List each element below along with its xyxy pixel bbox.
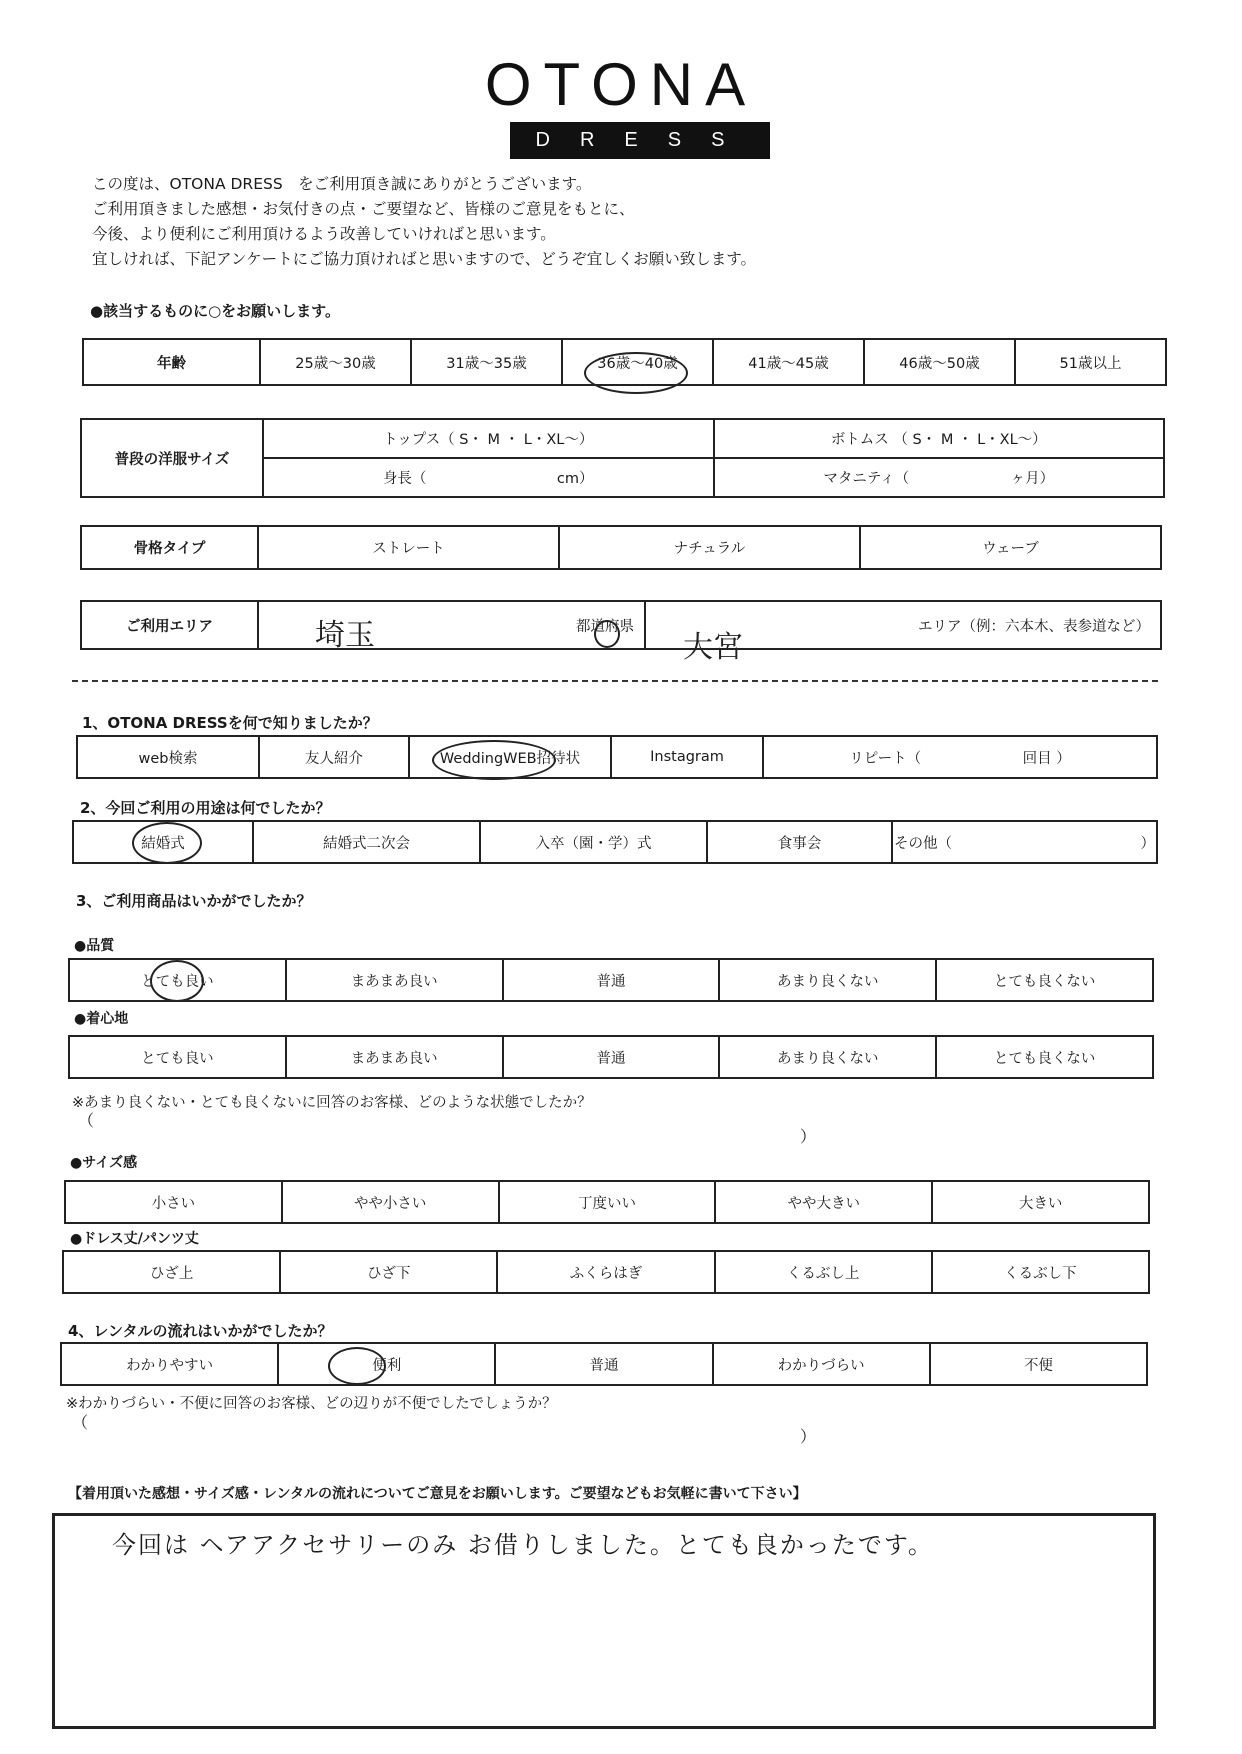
quality-option[interactable]: あまり良くない (719, 959, 936, 1001)
comfort-option[interactable]: あまり良くない (719, 1036, 936, 1078)
selection-circle (132, 822, 202, 864)
age-label: 年齢 (83, 339, 260, 385)
q2-option[interactable]: 入卒（園・学）式 (480, 821, 707, 863)
quality-option[interactable]: 普通 (503, 959, 720, 1001)
size-table (80, 418, 1165, 498)
paren-close: ） (800, 1427, 817, 1446)
selection-circle (432, 740, 556, 780)
q2-option-selected[interactable]: 結婚式 (73, 821, 253, 863)
selection-circle (328, 1347, 386, 1385)
length-option[interactable]: くるぶし下 (932, 1251, 1149, 1293)
q4-note: ※わかりづらい・不便に回答のお客様、どの辺りが不便でしたでしょうか？ (66, 1396, 557, 1412)
length-option[interactable]: くるぶし上 (715, 1251, 932, 1293)
q1-table (76, 735, 1158, 779)
intro-paragraph (92, 172, 756, 272)
area-table (80, 600, 1162, 650)
q4-option[interactable]: 普通 (495, 1343, 712, 1385)
intro-line: 宜しければ、下記アンケートにご協力頂ければと思いますので、どうぞ宜しくお願い致します。 (92, 250, 757, 268)
prefecture-suffix: 都道府県 (576, 618, 634, 635)
frame-table (80, 525, 1162, 570)
length-option[interactable]: ひざ上 (63, 1251, 280, 1293)
q1-title: 1、OTONA DRESSを何で知りましたか？ (82, 714, 378, 732)
bottoms-size[interactable]: ボトムス （ S・ M ・ L・XL〜） (714, 419, 1165, 458)
age-option-selected[interactable]: 36歳〜40歳 (562, 339, 713, 385)
fit-option[interactable]: やや大きい (715, 1181, 932, 1223)
maternity-field[interactable]: マタニティ（ ヶ月） (714, 458, 1165, 497)
comfort-option[interactable]: とても良い (69, 1036, 286, 1078)
comfort-option[interactable]: まあまあ良い (286, 1036, 503, 1078)
paren-open: （ (72, 1413, 89, 1432)
q4-option[interactable]: わかりづらい (713, 1343, 930, 1385)
frame-option[interactable]: ストレート (258, 526, 559, 569)
section-divider (72, 680, 1158, 682)
intro-line: ご利用頂きました感想・お気付きの点・ご要望など、皆様のご意見をもとに、 (92, 200, 635, 218)
quality-option[interactable]: まあまあ良い (286, 959, 503, 1001)
selection-circle (594, 620, 620, 648)
intro-line: 今後、より便利にご利用頂けるよう改善していければと思います。 (92, 225, 556, 243)
q2-option[interactable]: その他（ ） (892, 821, 1157, 863)
q1-option[interactable]: 友人紹介 (259, 736, 409, 778)
q2-table (72, 820, 1158, 864)
fit-option[interactable]: 大きい (932, 1181, 1149, 1223)
q4-option[interactable]: 不便 (930, 1343, 1147, 1385)
frame-label: 骨格タイプ (81, 526, 258, 569)
quality-option-selected[interactable]: とても良い (69, 959, 286, 1001)
q4-reason-input[interactable] (92, 1412, 792, 1434)
q4-option[interactable]: わかりやすい (61, 1343, 278, 1385)
q2-option[interactable]: 結婚式二次会 (253, 821, 480, 863)
paren-close: ） (800, 1127, 817, 1146)
quality-option[interactable]: とても良くない (936, 959, 1153, 1001)
frame-option[interactable]: ウェーブ (860, 526, 1161, 569)
paren-open: （ (78, 1111, 95, 1130)
intro-line: この度は、OTONA DRESS をご利用頂き誠にありがとうございます。 (92, 175, 592, 193)
age-option[interactable]: 46歳〜50歳 (864, 339, 1015, 385)
age-option[interactable]: 41歳〜45歳 (713, 339, 864, 385)
instruction-text: ●該当するものに○をお願いします。 (90, 302, 340, 320)
frame-option[interactable]: ナチュラル (559, 526, 860, 569)
length-label: ●ドレス丈/パンツ丈 (70, 1231, 199, 1247)
age-option[interactable]: 31歳〜35歳 (411, 339, 562, 385)
fit-label: ●サイズ感 (70, 1155, 138, 1171)
age-option[interactable]: 25歳〜30歳 (260, 339, 411, 385)
comfort-note: ※あまり良くない・とても良くないに回答のお客様、どのような状態でしたか？ (72, 1095, 592, 1111)
quality-table (68, 958, 1154, 1002)
q2-title: 2、今回ご利用の用途は何でしたか？ (80, 799, 331, 817)
comfort-reason-input[interactable] (96, 1110, 796, 1132)
brand-logo-band: DRESS (510, 122, 770, 159)
height-field[interactable]: 身長（ cm） (263, 458, 714, 497)
comment-title: 【着用頂いた感想・サイズ感・レンタルの流れについてご意見をお願いします。ご要望などもお気軽に書いて下さい】 (68, 1486, 807, 1502)
size-label: 普段の洋服サイズ (81, 419, 263, 497)
length-option[interactable]: ふくらはぎ (497, 1251, 714, 1293)
fit-table (64, 1180, 1150, 1224)
handwritten-prefecture: 埼玉 (315, 618, 375, 653)
handwritten-area: 大宮 (683, 630, 743, 665)
handwritten-comment: 今回は ヘアアクセサリーのみ お借りしました。とても良かったです。 (112, 1531, 934, 1559)
q1-option[interactable]: Instagram (611, 736, 763, 778)
fit-option[interactable]: やや小さい (282, 1181, 499, 1223)
brand-logo-text: OTONA (484, 51, 758, 118)
area-label: ご利用エリア (81, 601, 258, 649)
q4-option-selected[interactable]: 便利 (278, 1343, 495, 1385)
age-option[interactable]: 51歳以上 (1015, 339, 1166, 385)
tops-size[interactable]: トップス（ S・ M ・ L・XL〜） (263, 419, 714, 458)
q1-option[interactable]: リピート（ 回目 ） (763, 736, 1157, 778)
selection-circle (150, 960, 204, 1002)
comfort-label: ●着心地 (74, 1011, 129, 1027)
area-suffix: エリア（例：六本木、表参道など） (918, 618, 1150, 635)
comfort-option[interactable]: とても良くない (936, 1036, 1153, 1078)
selection-circle (584, 352, 688, 394)
comfort-table (68, 1035, 1154, 1079)
length-option[interactable]: ひざ下 (280, 1251, 497, 1293)
q3-title: 3、ご利用商品はいかがでしたか？ (76, 892, 312, 910)
q1-option-selected[interactable]: WeddingWEB招待状 (409, 736, 611, 778)
fit-option[interactable]: 丁度いい (499, 1181, 716, 1223)
fit-option[interactable]: 小さい (65, 1181, 282, 1223)
comfort-option[interactable]: 普通 (503, 1036, 720, 1078)
quality-label: ●品質 (74, 938, 115, 954)
q4-table (60, 1342, 1148, 1386)
q2-option[interactable]: 食事会 (707, 821, 892, 863)
length-table (62, 1250, 1150, 1294)
q1-option[interactable]: web検索 (77, 736, 259, 778)
q4-title: 4、レンタルの流れはいかがでしたか？ (68, 1322, 333, 1340)
